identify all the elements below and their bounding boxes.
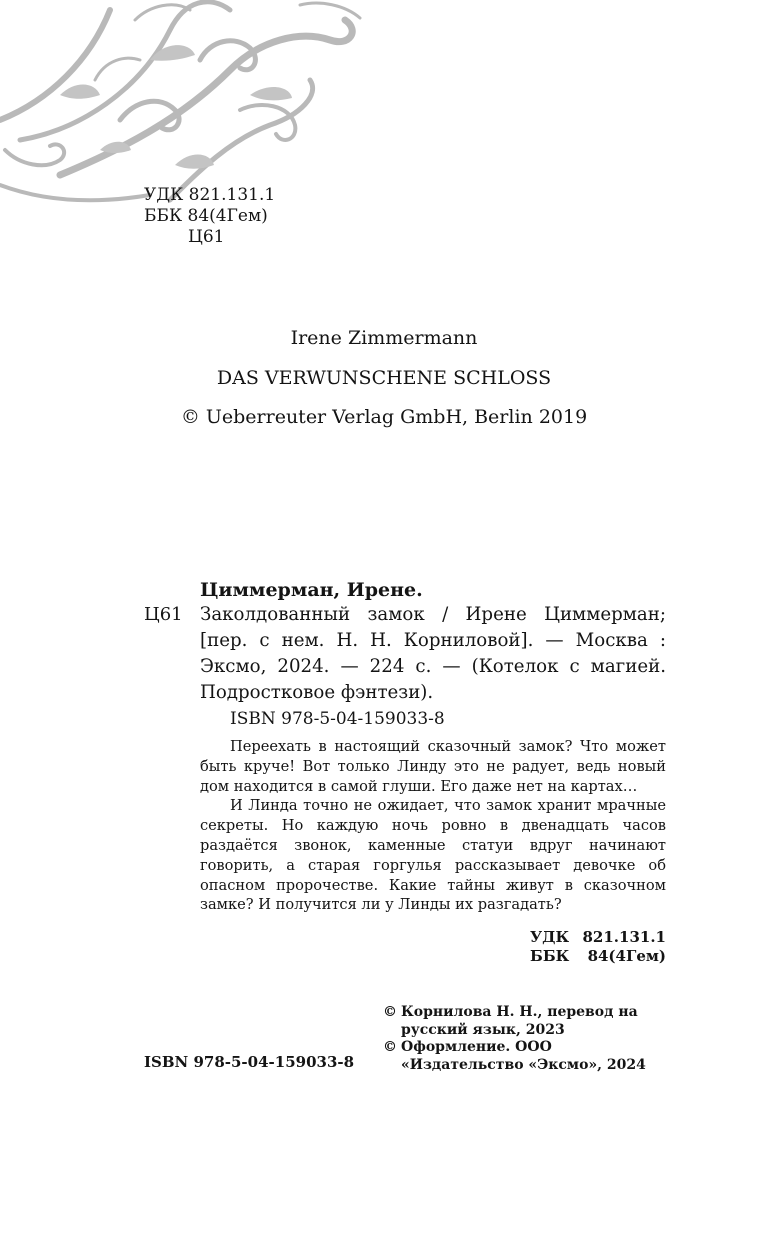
copyright-symbol: ©: [383, 1004, 397, 1020]
original-title: DAS VERWUNSCHENE SCHLOSS: [216, 367, 552, 389]
bbk-code: ББК 84(4Гем): [144, 206, 268, 226]
footer-isbn: ISBN 978-5-04-159033-8: [144, 1053, 355, 1071]
udk-code: УДК 821.131.1: [144, 185, 276, 205]
copyright-translation: [383, 1004, 673, 1039]
bbk-value: 84(4Гем): [587, 947, 666, 965]
copyright-design-text: Оформление. ООО «Издательство «Эксмо», 2024: [401, 1039, 646, 1073]
annotation: [200, 737, 666, 915]
copyright-design: [383, 1039, 673, 1074]
udk-value: 821.131.1: [582, 928, 666, 946]
classification-block: [530, 928, 666, 966]
record-isbn: ISBN 978-5-04-159033-8: [230, 709, 445, 729]
author-sign: Ц61: [188, 227, 225, 247]
copyright-block: [383, 1004, 673, 1074]
copyright-symbol: ©: [383, 1039, 397, 1055]
original-author: Irene Zimmermann: [290, 327, 478, 349]
record-description: Заколдованный замок / Ирене Циммерман; [пер. с нем. Н. Н. Корниловой]. — Москва : Эксмо, 2024. — 224 с. — (Котелок с магией. Подростковое фэнтези).: [200, 604, 666, 703]
udk-label: УДК: [530, 928, 570, 946]
floral-ornament-icon: [0, 0, 380, 215]
annotation-paragraph: Переехать в настоящий сказочный замок? Что может быть круче! Вот только Линду это не радует, ведь новый дом находится в самой глуши. Его даже нет на картах…: [200, 738, 666, 795]
copyright-translation-text: Корнилова Н. Н., перевод на русский язык, 2023: [401, 1004, 638, 1038]
bbk-label: ББК: [530, 947, 570, 965]
original-copyright: © Ueberreuter Verlag GmbH, Berlin 2019: [180, 406, 588, 428]
record-code: Ц61: [144, 604, 183, 625]
annotation-paragraph: И Линда точно не ожидает, что замок хранит мрачные секреты. Но каждую ночь ровно в двенадцать часов раздаётся звонок, каменные статуи вдруг начинают говорить, а старая горгулья рассказывает девочке об опасном пророчестве. Какие тайны живут в сказочном замке? И получится ли у Линды их разгадать?: [200, 797, 666, 914]
record-author: Циммерман, Ирене.: [200, 579, 423, 601]
header-classification: [144, 185, 275, 248]
